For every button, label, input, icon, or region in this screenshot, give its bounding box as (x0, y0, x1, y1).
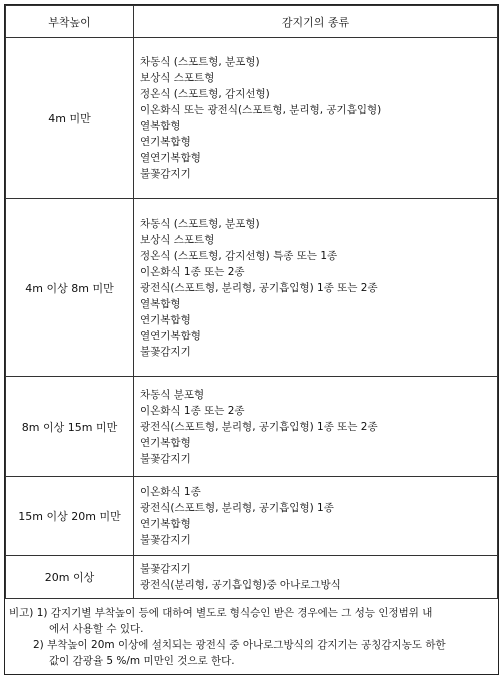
remark-2-line-1: 2) 부착높이 20m 이상에 설치되는 광전식 중 아나로그방식의 감지기는 공칭감지농도 하한 (33, 639, 446, 651)
detector-type-line: 차동식 (스포트형, 분포형) (140, 56, 260, 68)
detector-type-line: 차동식 (스포트형, 분포형) (140, 217, 260, 230)
detector-types-cell (134, 377, 498, 477)
detector-type-line: 열연기복합형 (140, 152, 201, 164)
table-row (6, 556, 498, 599)
detector-type-line: 연기복합형 (140, 313, 191, 326)
detector-type-line: 불꽃감지기 (140, 534, 191, 546)
detector-type-line: 광전식(스포트형, 분리형, 공기흡입형) 1종 (140, 502, 334, 514)
remarks (5, 599, 498, 669)
detector-types-cell (134, 38, 498, 199)
detector-type-line: 불꽃감지기 (140, 345, 191, 358)
detector-type-line: 이온화식 1종 또는 2종 (140, 265, 245, 278)
header-detector-type: 감지기의 종류 (134, 6, 498, 38)
detector-type-line: 이온화식 또는 광전식(스포트형, 분리형, 공기흡입형) (140, 104, 382, 116)
remark-1-line-1: 비고) 1) 감지기별 부착높이 등에 대하여 별도로 형식승인 받은 경우에는 그 성능 인정범위 내 (9, 607, 433, 619)
remark-2-line-2: 값이 감광율 5 %/m 미만인 것으로 한다. (49, 655, 235, 667)
mounting-height-cell: 15m 이상 20m 미만 (6, 477, 134, 556)
detector-type-line: 연기복합형 (140, 136, 191, 148)
detector-type-line: 이온화식 1종 또는 2종 (140, 404, 245, 417)
detector-type-line: 광전식(스포트형, 분리형, 공기흡입형) 1종 또는 2종 (140, 281, 378, 294)
detector-type-line: 광전식(분리형, 공기흡입형)중 아나로그방식 (140, 579, 341, 591)
table-row (6, 199, 498, 377)
table-row (6, 477, 498, 556)
detector-type-line: 이온화식 1종 (140, 486, 201, 498)
detector-type-line: 불꽃감지기 (140, 168, 191, 180)
remark-1-line-2: 에서 사용할 수 있다. (49, 623, 144, 635)
detector-type-line: 열연기복합형 (140, 329, 201, 342)
detector-types-cell (134, 556, 498, 599)
header-row (6, 6, 498, 38)
detector-type-line: 정온식 (스포트형, 감지선형) 특종 또는 1종 (140, 249, 338, 262)
table-row (6, 377, 498, 477)
detector-type-line: 연기복합형 (140, 436, 191, 449)
detector-types-cell (134, 477, 498, 556)
detector-table-sheet (4, 4, 499, 675)
detector-type-line: 차동식 분포형 (140, 388, 205, 401)
header-mounting-height: 부착높이 (6, 6, 134, 38)
detector-type-line: 정온식 (스포트형, 감지선형) (140, 88, 270, 100)
detector-type-line: 보상식 스포트형 (140, 233, 215, 246)
mounting-height-cell: 20m 이상 (6, 556, 134, 599)
detector-type-line: 보상식 스포트형 (140, 72, 215, 84)
mounting-height-cell: 4m 이상 8m 미만 (6, 199, 134, 377)
detector-types-cell (134, 199, 498, 377)
detector-type-line: 열복합형 (140, 297, 181, 310)
detector-table (5, 5, 498, 599)
table-row (6, 38, 498, 199)
mounting-height-cell: 4m 미만 (6, 38, 134, 199)
detector-type-line: 연기복합형 (140, 518, 191, 530)
detector-type-line: 불꽃감지기 (140, 563, 191, 575)
mounting-height-cell: 8m 이상 15m 미만 (6, 377, 134, 477)
detector-type-line: 광전식(스포트형, 분리형, 공기흡입형) 1종 또는 2종 (140, 420, 378, 433)
detector-type-line: 열복합형 (140, 120, 181, 132)
detector-type-line: 불꽃감지기 (140, 452, 191, 465)
